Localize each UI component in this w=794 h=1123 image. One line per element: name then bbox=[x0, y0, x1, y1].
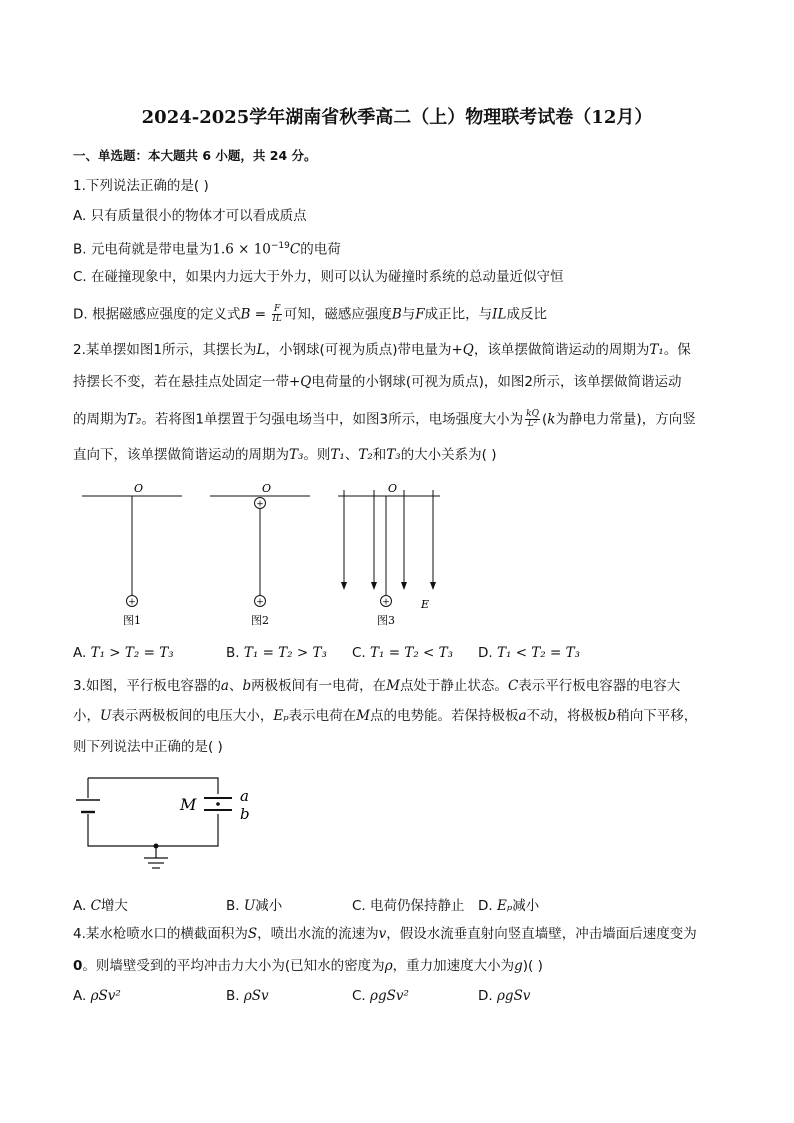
q2-a-math: T₁ > T₂ = T₃ bbox=[90, 645, 174, 661]
charge-M bbox=[216, 802, 220, 806]
q3-l2-post: 稍向下平移， bbox=[616, 708, 698, 724]
q3-option-d bbox=[478, 894, 539, 914]
field-label: E bbox=[421, 598, 430, 611]
q2-l1-pre: 2.某单摆如图1所示，其摆长为 bbox=[73, 342, 257, 358]
q1-option-a: A. 只有质量很小的物体才可以看成质点 bbox=[73, 208, 307, 224]
fig2-caption: 图2 bbox=[251, 614, 269, 627]
q1-d-den: IL bbox=[272, 314, 282, 324]
q4-l1-S: S bbox=[247, 926, 258, 942]
q3-line3: 则下列说法中正确的是( ) bbox=[73, 739, 223, 755]
field-lines bbox=[344, 490, 433, 584]
q1-d-mid3: 成正比，与 bbox=[424, 306, 493, 323]
q3-a-label: A. bbox=[73, 898, 91, 914]
figure-1 bbox=[82, 482, 182, 627]
q3-l2-Ep: Eₚ bbox=[273, 708, 289, 724]
q2-line4 bbox=[73, 446, 497, 464]
q1-d-mid1: 可知，磁感应强度 bbox=[283, 306, 392, 323]
q1-option-b bbox=[73, 237, 341, 259]
q1-option-d bbox=[73, 305, 547, 324]
q4-d-label: D. bbox=[478, 988, 497, 1004]
q2-option-d bbox=[478, 645, 580, 661]
q2-c-label: C. bbox=[352, 645, 371, 661]
q2-l3-mid: 。若将图1单摆置于匀强电场当中，如图3所示，电场强度大小为 bbox=[141, 411, 524, 428]
q3-a-post: 增大 bbox=[100, 898, 128, 914]
q3-l1-pre: 3.如图，平行板电容器的 bbox=[73, 678, 221, 694]
q4-option-d bbox=[478, 988, 530, 1004]
q4-option-a bbox=[73, 988, 121, 1004]
q1-d-eq: = bbox=[250, 306, 271, 323]
q3-b-label: B. bbox=[226, 898, 244, 914]
q1-b-unit: C bbox=[289, 241, 301, 258]
q3-l2-mid3: 点的电势能。若保持极板 bbox=[369, 708, 519, 724]
q3-b-math: U bbox=[243, 898, 256, 914]
q4-option-c bbox=[352, 988, 409, 1004]
q3-capacitor-circuit bbox=[68, 770, 268, 880]
q2-b-label: B. bbox=[226, 645, 244, 661]
q3-l1-post: 表示平行板电容器的电容大 bbox=[518, 678, 681, 694]
q2-l4-pre: 直向下，该单摆做简谐运动的周期为 bbox=[73, 447, 289, 463]
q2-b-math: T₁ = T₂ > T₃ bbox=[243, 645, 327, 661]
q3-d-label: D. bbox=[478, 898, 497, 914]
q2-l4-T3b: T₃ bbox=[386, 447, 401, 463]
fig2-pivot-label: O bbox=[262, 482, 272, 495]
q4-d-math: ρgSv bbox=[496, 988, 531, 1004]
label-b: b bbox=[240, 805, 250, 823]
fig3-caption: 图3 bbox=[377, 614, 395, 627]
q2-line2 bbox=[73, 373, 682, 391]
q1-b-math: 1.6 × 10 bbox=[212, 241, 271, 258]
q1-d-B2: B bbox=[391, 306, 402, 323]
section-heading: 一、单选题：本大题共 6 小题，共 24 分。 bbox=[73, 148, 317, 163]
q2-l1-post: 。保 bbox=[663, 342, 691, 358]
q1-d-mid2: 与 bbox=[401, 306, 416, 323]
q2-l2-post: 电荷量的小钢球(可视为质点)，如图2所示，该单摆做简谐运动 bbox=[311, 374, 682, 390]
q2-l4-post: 的大小关系为( ) bbox=[400, 447, 497, 463]
q2-l3-fraction bbox=[525, 410, 540, 429]
q2-l1-T1: T₁ bbox=[649, 342, 664, 358]
q4-l2-g: g bbox=[514, 958, 523, 974]
q2-option-b bbox=[226, 645, 327, 661]
q2-l2-Q: +Q bbox=[289, 374, 312, 390]
q3-line1 bbox=[73, 677, 680, 695]
q2-pendulum-figures bbox=[70, 478, 450, 636]
q1-stem: 1.下列说法正确的是( ) bbox=[73, 178, 209, 194]
q2-l3-k: k bbox=[547, 411, 556, 428]
q3-l1-sep: 、 bbox=[228, 678, 243, 694]
q3-l2-U: U bbox=[100, 708, 112, 724]
q1-d-post: 成反比 bbox=[506, 306, 547, 323]
q2-option-a bbox=[73, 645, 174, 661]
q3-l1-C: C bbox=[507, 678, 519, 694]
q2-d-label: D. bbox=[478, 645, 497, 661]
q2-l1-mid2: ，该单摆做简谐运动的周期为 bbox=[473, 342, 650, 358]
q2-l3-post2: 为静电力常量)，方向竖 bbox=[555, 411, 696, 428]
label-a: a bbox=[240, 787, 249, 805]
q3-l2-mid4: 不动，将极板 bbox=[526, 708, 608, 724]
q3-l1-b: b bbox=[242, 678, 252, 694]
q4-c-math: ρgSv² bbox=[370, 988, 409, 1004]
q4-l2-mid: 。则墙壁受到的平均冲击力大小为(已知水的密度为 bbox=[82, 958, 385, 974]
q4-c-label: C. bbox=[352, 988, 371, 1004]
q2-l4-mid: 。则 bbox=[303, 447, 331, 463]
q2-l1-L: L bbox=[256, 342, 266, 358]
q4-l2-rho: ρ bbox=[384, 958, 393, 974]
q2-line3 bbox=[73, 410, 696, 429]
q2-option-c bbox=[352, 645, 453, 661]
q2-l3-pre: 的周期为 bbox=[73, 411, 127, 428]
q4-l2-mid2: ，重力加速度大小为 bbox=[392, 958, 515, 974]
q3-l2-M: M bbox=[356, 708, 370, 724]
q4-b-label: B. bbox=[226, 988, 244, 1004]
svg-text:+: + bbox=[382, 597, 390, 608]
svg-text:+: + bbox=[256, 499, 264, 510]
q4-l2-post: )( ) bbox=[522, 958, 543, 974]
q3-l1-mid: 两极板间有一电荷，在 bbox=[251, 678, 387, 694]
svg-text:+: + bbox=[128, 597, 136, 608]
q3-d-math: Eₚ bbox=[496, 898, 513, 914]
q2-l1-Q: +Q bbox=[451, 342, 474, 358]
page-title: 2024-2025学年湖南省秋季高二（上）物理联考试卷（12月） bbox=[141, 107, 653, 128]
q3-l1-a: a bbox=[220, 678, 229, 694]
q3-l2-pre: 小， bbox=[73, 708, 100, 724]
q4-l1-post: ，假设水流垂直射向竖直墙壁，冲击墙面后速度变为 bbox=[386, 926, 697, 942]
fig1-caption: 图1 bbox=[123, 614, 141, 627]
q4-option-b bbox=[226, 988, 269, 1004]
q2-l3-den: L² bbox=[527, 419, 538, 429]
label-M: M bbox=[180, 795, 197, 814]
q4-l2-zero: 0 bbox=[73, 958, 83, 974]
q2-l3-post1: ( bbox=[541, 411, 548, 428]
q3-l2-mid2: 表示电荷在 bbox=[288, 708, 357, 724]
q2-d-math: T₁ < T₂ = T₃ bbox=[496, 645, 581, 661]
q3-l2-b: b bbox=[607, 708, 617, 724]
q2-l1-mid: ，小钢球(可视为质点)带电量为 bbox=[265, 342, 452, 358]
q4-l1-v: v bbox=[378, 926, 387, 942]
q1-option-c: C. 在碰撞现象中，如果内力远大于外力，则可以认为碰撞时系统的总动量近似守恒 bbox=[73, 269, 564, 285]
q3-b-post: 减小 bbox=[255, 898, 283, 914]
q3-a-math: C bbox=[90, 898, 101, 914]
q3-option-b bbox=[226, 894, 282, 914]
q2-l4-sep1: 、 bbox=[344, 447, 359, 463]
q3-l1-mid2: 点处于静止状态。 bbox=[399, 678, 508, 694]
q2-l2-pre: 持摆长不变，若在悬挂点处固定一带 bbox=[73, 374, 289, 390]
q3-line2 bbox=[73, 707, 697, 725]
q4-a-label: A. bbox=[73, 988, 91, 1004]
q3-option-c: C. 电荷仍保持静止 bbox=[352, 898, 465, 914]
q2-a-label: A. bbox=[73, 645, 91, 661]
figure-2 bbox=[210, 482, 310, 627]
q4-b-math: ρSv bbox=[243, 988, 269, 1004]
q2-l4-T1: T₁ bbox=[330, 447, 345, 463]
q2-c-math: T₁ = T₂ < T₃ bbox=[370, 645, 454, 661]
q1-d-text: D. 根据磁感应强度的定义式 bbox=[73, 306, 241, 323]
q4-l1-pre: 4.某水枪喷水口的横截面积为 bbox=[73, 926, 248, 942]
q2-l4-T3: T₃ bbox=[289, 447, 304, 463]
q1-d-fraction bbox=[272, 305, 282, 324]
q3-l2-a: a bbox=[518, 708, 527, 724]
q1-b-text: B. 元电荷就是带电量为 bbox=[73, 241, 213, 258]
q2-l4-sep2: 和 bbox=[372, 447, 387, 463]
q3-l2-mid: 表示两极板间的电压大小， bbox=[111, 708, 274, 724]
q4-a-math: ρSv² bbox=[90, 988, 121, 1004]
q4-l1-mid: ，喷出水流的流速为 bbox=[257, 926, 379, 942]
q1-d-B: B bbox=[240, 306, 251, 323]
q3-d-post: 减小 bbox=[512, 898, 540, 914]
q4-line1 bbox=[73, 925, 697, 943]
q2-l4-T2: T₂ bbox=[358, 447, 373, 463]
q4-line2 bbox=[73, 957, 543, 975]
fig3-pivot-label: O bbox=[388, 482, 398, 495]
figure-3 bbox=[338, 482, 440, 627]
q2-line1 bbox=[73, 341, 691, 359]
q1-b-post: 的电荷 bbox=[300, 241, 341, 258]
fig1-pivot-label: O bbox=[134, 482, 144, 495]
q3-l1-M: M bbox=[386, 678, 400, 694]
q1-d-num: F bbox=[273, 304, 281, 314]
q1-d-IL: IL bbox=[492, 306, 507, 323]
svg-text:+: + bbox=[256, 597, 264, 608]
q2-l3-num: kQ bbox=[526, 409, 539, 419]
q1-b-exp: −19 bbox=[270, 241, 290, 251]
q3-option-a bbox=[73, 894, 128, 914]
q2-l3-T2: T₂ bbox=[127, 411, 142, 428]
q1-d-F: F bbox=[415, 306, 425, 323]
ground-node bbox=[154, 844, 159, 849]
